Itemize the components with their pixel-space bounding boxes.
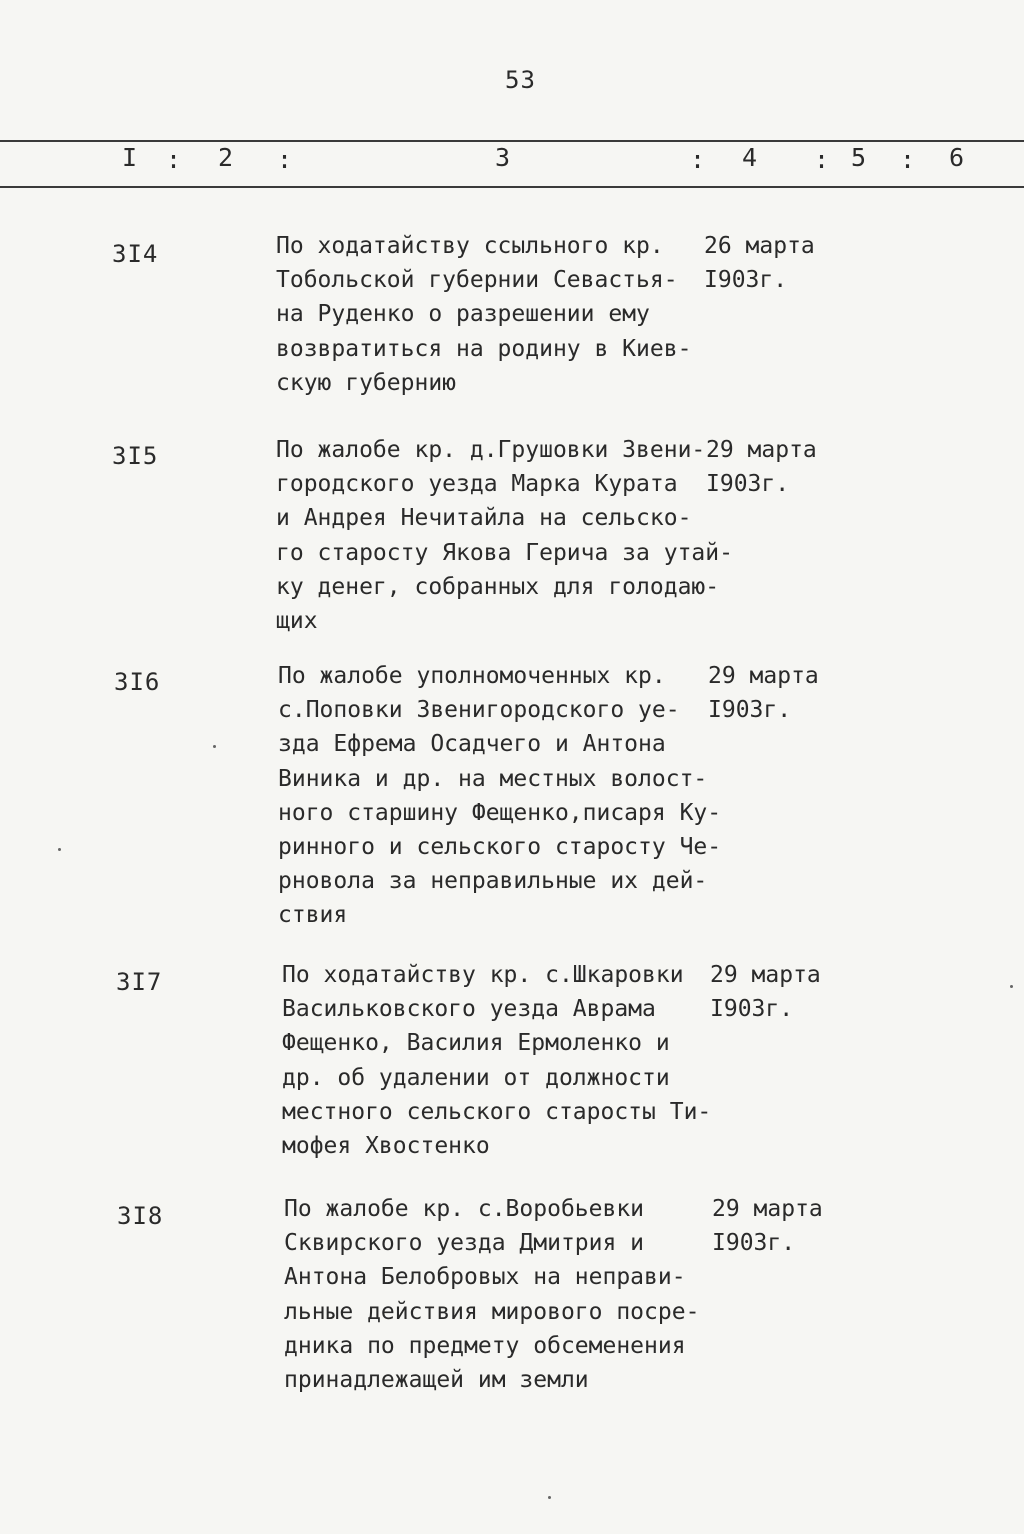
column-header-1: I [122,143,138,172]
column-separator: : [900,145,916,174]
record-description [284,1192,734,1397]
record-description [278,659,728,933]
description-line: По жалобе уполномоченных кр. [278,663,666,689]
record-date [710,958,821,1026]
column-separator: : [277,145,293,174]
column-header-6: 6 [949,143,965,172]
description-line: льные действия мирового посре- [284,1298,700,1325]
record-date [712,1192,823,1260]
scan-speck [58,848,61,851]
description-line: и Андрея Нечитайла на сельско- [276,505,692,532]
description-line: принадлежащей им земли [284,1367,589,1394]
description-line: зда Ефрема Осадчего и Антона [278,731,666,758]
description-line: По ходатайству кр. с.Шкаровки [282,962,684,988]
scan-speck [1010,985,1013,988]
record-number: 3I5 [112,442,159,470]
description-line: Васильковского уезда Аврама [282,996,656,1023]
description-line: дника по предмету обсеменения [284,1332,686,1359]
column-header-5: 5 [851,143,867,172]
description-line: рновола за неправильные их дей- [278,868,708,895]
description-line: ку денег, собранных для голодаю- [276,573,720,600]
date-day-month: 29 марта [708,663,819,689]
record-description [282,958,732,1163]
date-year: I903г. [708,697,792,724]
description-line: ного старшину Фещенко,писаря Ку- [278,799,722,826]
column-separator: : [166,145,182,174]
description-line: др. об удалении от должности [282,1064,670,1091]
description-line: скую губернию [276,369,457,396]
date-year: I903г. [710,996,794,1023]
description-line: Тобольской губернии Севастья- [276,267,678,294]
description-line: местного сельского старосты Ти- [282,1098,712,1125]
record-date [704,229,815,297]
record-date [708,659,819,727]
description-line: Сквирского уезда Дмитрия и [284,1230,645,1257]
description-line: По жалобе кр. д.Грушовки Звени- [276,437,706,463]
record-number: 3I7 [116,968,163,996]
description-line: ствия [278,902,348,929]
description-line: го старосту Якова Герича за утай- [276,539,733,566]
description-line: на Руденко о разрешении ему [276,301,650,328]
description-line: щих [276,608,318,635]
column-header-3: 3 [495,143,511,172]
header-bottom-rule [0,186,1024,188]
description-line: городского уезда Марка Курата [276,471,678,498]
description-line: возвратиться на родину в Киев- [276,335,692,362]
column-header-4: 4 [742,143,758,172]
column-separator: : [690,145,706,174]
date-year: I903г. [712,1230,796,1257]
header-top-rule [0,140,1024,142]
date-day-month: 29 марта [712,1196,823,1222]
date-year: I903г. [704,267,788,294]
column-header-2: 2 [218,143,234,172]
record-number: 3I4 [112,240,159,268]
description-line: с.Поповки Звенигородского уе- [278,697,680,724]
description-line: По ходатайству ссыльного кр. [276,233,664,259]
date-year: I903г. [706,471,790,498]
description-line: Виника и др. на местных волост- [278,765,708,792]
date-day-month: 29 марта [710,962,821,988]
column-separator: : [814,145,830,174]
date-day-month: 29 марта [706,437,817,463]
date-day-month: 26 марта [704,233,815,259]
description-line: Антона Белобровых на неправи- [284,1264,686,1291]
description-line: Фещенко, Василия Ермоленко и [282,1030,670,1057]
record-description [276,433,733,638]
description-line: ринного и сельского старосту Че- [278,834,722,861]
scan-speck [213,745,216,748]
page-number: 53 [505,66,536,94]
description-line: мофея Хвостенко [282,1133,490,1160]
description-line: По жалобе кр. с.Воробьевки [284,1196,645,1222]
record-description [276,229,726,400]
record-date [706,433,817,501]
record-number: 3I6 [114,668,161,696]
scan-speck [548,1496,551,1499]
record-number: 3I8 [117,1202,164,1230]
